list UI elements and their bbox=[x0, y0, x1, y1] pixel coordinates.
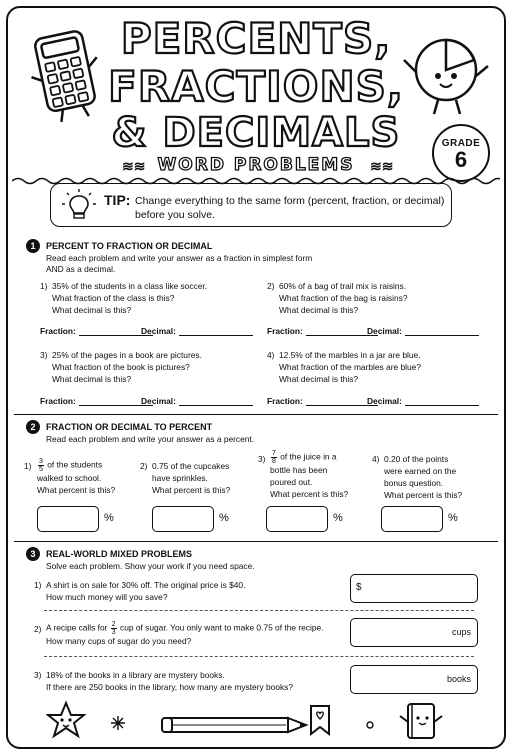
s2-p4-answer-box[interactable] bbox=[381, 506, 443, 532]
decimal-label: Decimal: bbox=[367, 326, 402, 336]
s2-p2-line3: What percent is this? bbox=[152, 485, 231, 495]
section2-instructions: Read each problem and write your answer as a percent. bbox=[46, 434, 255, 444]
decimal-label: Decimal: bbox=[141, 396, 176, 406]
s1-p2-fraction-answer[interactable] bbox=[267, 326, 378, 336]
s3-p2-line1: A recipe calls for $\frac{2}{3}$ cup of sugar. You only want to make 0.75 of the recipe. bbox=[46, 621, 324, 636]
s1-p1-line2: What fraction of the class is this? bbox=[52, 293, 175, 303]
s1-p3-num: 3) bbox=[40, 350, 48, 360]
s1-p4-num: 4) bbox=[267, 350, 275, 360]
section-divider bbox=[14, 541, 498, 542]
s2-p1-answer-box[interactable] bbox=[37, 506, 99, 532]
s1-p4-line1: 12.5% of the marbles in a jar are blue. bbox=[279, 350, 421, 360]
s2-p3-line3: poured out. bbox=[270, 477, 313, 487]
s2-p3-line4: What percent is this? bbox=[270, 489, 349, 499]
s1-p2-line2: What fraction of the bag is raisins? bbox=[279, 293, 408, 303]
s2-p4-line4: What percent is this? bbox=[384, 490, 463, 500]
s1-p1-line1: 35% of the students in a class like soccer. bbox=[52, 281, 208, 291]
percent-sign: % bbox=[333, 512, 343, 524]
book-mascot-icon bbox=[398, 698, 444, 744]
squiggle-left-icon: ≋≋ bbox=[122, 158, 146, 174]
s1-p2-line1: 60% of a bag of trail mix is raisins. bbox=[279, 281, 407, 291]
sparkle-icon bbox=[110, 715, 126, 731]
s3-p3-line1: 18% of the books in a library are mystery books. bbox=[46, 670, 225, 680]
s3-p1-answer-box[interactable] bbox=[350, 574, 478, 603]
s1-p2-line3: What decimal is this? bbox=[279, 305, 359, 315]
dashed-divider bbox=[44, 610, 474, 611]
section3-title: REAL-WORLD MIXED PROBLEMS bbox=[46, 549, 192, 559]
s1-p3-line1: 25% of the pages in a book are pictures. bbox=[52, 350, 202, 360]
s2-p2-line2: have sprinkles. bbox=[152, 473, 208, 483]
s1-p4-decimal-answer[interactable] bbox=[367, 396, 479, 406]
fraction-7-8: $\frac{7}{8}$ bbox=[272, 450, 276, 465]
tip-box bbox=[50, 183, 452, 227]
s2-p3-answer-box[interactable] bbox=[266, 506, 328, 532]
dollar-prefix: $ bbox=[356, 582, 362, 593]
s1-p4-line3: What decimal is this? bbox=[279, 374, 359, 384]
percent-sign: % bbox=[104, 512, 114, 524]
s3-p1-line1: A shirt is on sale for 30% off. The original price is $40. bbox=[46, 580, 246, 590]
s2-p1-line1: $\frac{3}{5}$ of the students bbox=[39, 458, 103, 473]
s2-p3-line1: $\frac{7}{8}$ of the juice in a bbox=[272, 450, 337, 465]
s1-p1-fraction-answer[interactable] bbox=[40, 326, 153, 336]
s1-p3-line3: What decimal is this? bbox=[52, 374, 132, 384]
s2-p1-line2: walked to school. bbox=[37, 473, 102, 483]
title-line-3: & DECIMALS bbox=[111, 110, 401, 156]
title-line-2: FRACTIONS, bbox=[108, 62, 404, 111]
subtitle: WORD PROBLEMS bbox=[157, 155, 355, 175]
section1-title: PERCENT TO FRACTION OR DECIMAL bbox=[46, 241, 213, 251]
fraction-label: Fraction: bbox=[267, 396, 303, 406]
s1-p2-decimal-answer[interactable] bbox=[367, 326, 479, 336]
s1-p3-decimal-answer[interactable] bbox=[141, 396, 253, 406]
s1-p1-line3: What decimal is this? bbox=[52, 305, 132, 315]
fraction-2-3: $\frac{2}{3}$ bbox=[111, 621, 116, 636]
s3-p1-num: 1) bbox=[34, 580, 42, 590]
s1-p4-fraction-answer[interactable] bbox=[267, 396, 378, 406]
s2-p2-num: 2) bbox=[140, 461, 148, 471]
dot-icon bbox=[365, 720, 375, 730]
s2-p3-num: 3) bbox=[258, 454, 266, 464]
fraction-3-5: $\frac{3}{5}$ bbox=[39, 458, 43, 473]
lightbulb-icon bbox=[61, 188, 97, 222]
section2-number: 2 bbox=[26, 420, 40, 434]
s1-p2-num: 2) bbox=[267, 281, 275, 291]
percent-sign: % bbox=[219, 512, 229, 524]
tip-text: Change everything to the same form (percent, fraction, or decimal) before you solve. bbox=[135, 195, 445, 221]
s2-p4-line1: 0.20 of the points bbox=[384, 454, 449, 464]
section1-instructions-1: Read each problem and write your answer as a fraction in simplest form bbox=[46, 253, 313, 263]
grade-number: 6 bbox=[454, 147, 468, 172]
pencil-icon bbox=[160, 714, 310, 736]
s3-p3-line2: If there are 250 books in the library, how many are mystery books? bbox=[46, 682, 294, 692]
s1-p3-fraction-answer[interactable] bbox=[40, 396, 153, 406]
s1-p1-num: 1) bbox=[40, 281, 48, 291]
star-mascot-icon bbox=[46, 700, 86, 740]
grade-badge bbox=[432, 124, 490, 182]
s2-p4-line2: were earned on the bbox=[384, 466, 457, 476]
s2-p4-line3: bonus question. bbox=[384, 478, 444, 488]
s2-p2-line1: 0.75 of the cupcakes bbox=[152, 461, 230, 471]
s3-p3-answer-box[interactable] bbox=[350, 665, 478, 694]
s2-p3-line2: bottle has been bbox=[270, 465, 328, 475]
fraction-label: Fraction: bbox=[267, 326, 303, 336]
fraction-label: Fraction: bbox=[40, 396, 76, 406]
section-divider bbox=[14, 414, 498, 415]
s1-p1-decimal-answer[interactable] bbox=[141, 326, 253, 336]
section3-number: 3 bbox=[26, 547, 40, 561]
s3-p1-line2: How much money will you save? bbox=[46, 592, 168, 602]
title-line-1: PERCENTS, bbox=[120, 14, 392, 63]
s2-p1-num: 1) bbox=[24, 461, 32, 471]
s1-p4-line2: What fraction of the marbles are blue? bbox=[279, 362, 421, 372]
s2-p2-answer-box[interactable] bbox=[152, 506, 214, 532]
section1-instructions-2: AND as a decimal. bbox=[46, 264, 116, 274]
percent-sign: % bbox=[448, 512, 458, 524]
decimal-label: Decimal: bbox=[367, 396, 402, 406]
s2-p4-num: 4) bbox=[372, 454, 380, 464]
tip-label: TIP: bbox=[104, 192, 131, 208]
s1-p3-line2: What fraction of the book is pictures? bbox=[52, 362, 190, 372]
section3-instructions: Solve each problem. Show your work if you need space. bbox=[46, 561, 255, 571]
bookmark-heart-icon bbox=[308, 704, 332, 736]
section1-number: 1 bbox=[26, 239, 40, 253]
s3-p2-line2: How many cups of sugar do you need? bbox=[46, 636, 192, 646]
s2-p1-line3: What percent is this? bbox=[37, 485, 116, 495]
books-suffix: books bbox=[446, 674, 471, 684]
s3-p3-num: 3) bbox=[34, 670, 42, 680]
s3-p2-num: 2) bbox=[34, 624, 42, 634]
decimal-label: Decimal: bbox=[141, 326, 176, 336]
grade-label: GRADE bbox=[441, 138, 481, 149]
section2-title: FRACTION OR DECIMAL TO PERCENT bbox=[46, 422, 213, 432]
cups-suffix: cups bbox=[451, 627, 471, 637]
fraction-label: Fraction: bbox=[40, 326, 76, 336]
dashed-divider bbox=[44, 656, 474, 657]
s3-p2-answer-box[interactable] bbox=[350, 618, 478, 647]
squiggle-right-icon: ≋≋ bbox=[370, 158, 394, 174]
